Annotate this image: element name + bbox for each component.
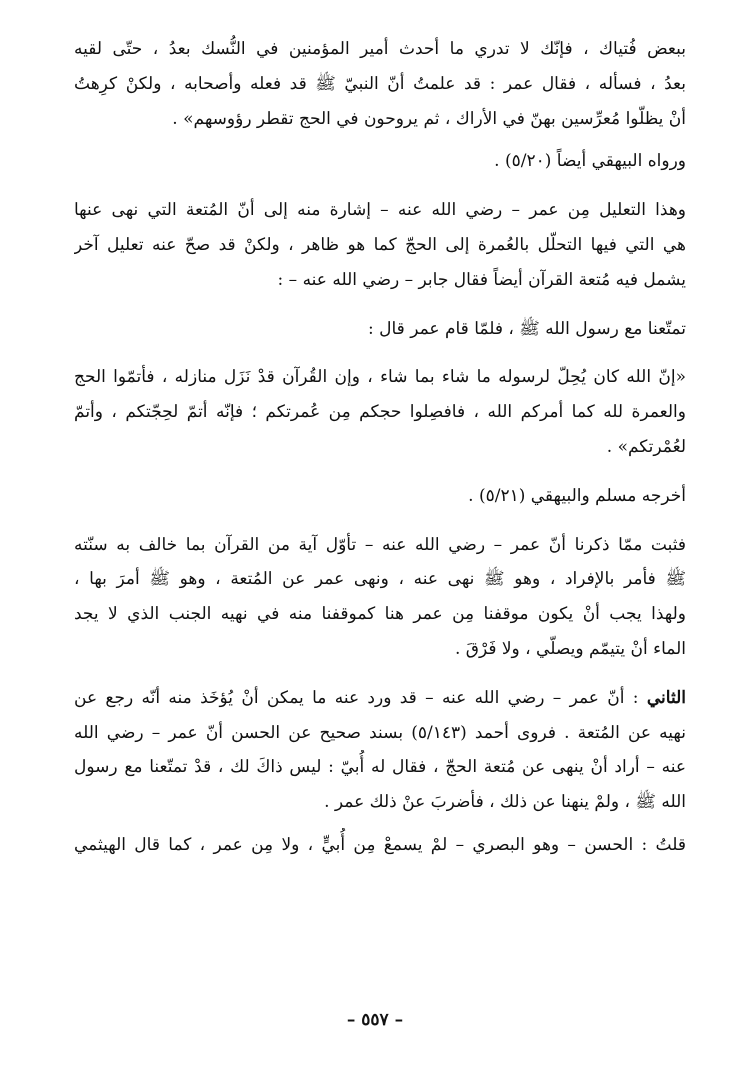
text-line: يشمل فيه مُتعة القرآن أيضاً فقال جابر – رضي الله عنه – : (277, 269, 686, 290)
text-line: الله ﷺ ، ولمْ ينهنا عن ذلك ، فأضربَ عنْ ذلك عمر . (324, 792, 686, 813)
paragraph (74, 479, 686, 514)
text-line: ببعض فُتياك ، فإنّك لا تدري ما أحدث أمير المؤمنين في النُّسك بعدُ ، حتّى لقيه (74, 39, 686, 59)
text-line: فثبت ممّا ذكرنا أنّ عمر – رضي الله عنه – تأوّل آية من القرآن بما خالف به سنّته (74, 534, 686, 555)
quote-paragraph (74, 360, 686, 464)
text-line: وهذا التعليل مِن عمر – رضي الله عنه – إشارة منه إلى أنّ المُتعة التي نهى عنها (74, 200, 686, 221)
text-line: عنه – أراد أنْ ينهى عن مُتعة الحجّ ، فقال له أُبيّ : ليس ذاكَ لك ، قدْ تمتّعنا مع رسول (74, 757, 686, 778)
text-line (74, 681, 686, 716)
text-line: الماء أنْ يتيمّم ويصلّي ، ولا فَرْقَ . (454, 638, 686, 659)
text-line: نهيه عن المُتعة . فروى أحمد (٥/١٤٣) بسند صحيح عن الحسن أنّ عمر – رضي الله (74, 722, 686, 743)
citation-line: أخرجه مسلم والبيهقي (٥/٢١) . (468, 485, 686, 506)
paragraph (74, 528, 686, 667)
text-line: لعُمْرتكم» . (606, 436, 686, 457)
text-line: والعمرة لله كما أمركم الله ، فافصِلوا حجكم مِن عُمرتكم ؛ فإنّه أتمّ لحِجّتكم ، وأتمّ (74, 402, 686, 423)
paragraph-lead: الثاني (646, 687, 686, 708)
text-line: «إنّ الله كان يُحِلّ لرسوله ما شاء بما شاء ، وإن القُرآن قدْ نَزَل منازله ، فأتمّوا الحج (74, 367, 686, 388)
page-number: – ٥٥٧ – (346, 1010, 404, 1030)
paragraph (74, 828, 686, 863)
text-line: بعدُ ، فسأله ، فقال عمر : قد علمتُ أنّ النبيّ ﷺ قد فعله وأصحابه ، ولكنْ كرِهتُ (74, 73, 686, 94)
text-line: هي التي فيها التحلّل بالعُمرة إلى الحجّ كما هو ظاهر ، ولكنْ قد صحّ عنه تعليل آخر (74, 234, 686, 255)
text-line: تمتّعنا مع رسول الله ﷺ ، فلمّا قام عمر قال : (368, 318, 686, 339)
text-line: أنْ يظلّوا مُعرِّسين بهنّ في الأراك ، ثم يروحون في الحج تقطر رؤوسهم» . (172, 108, 686, 129)
text-run: : أنّ عمر – رضي الله عنه – قد ورد عنه ما يمكن أنْ يُؤخَذ منه أنّه رجع عن (74, 687, 647, 708)
body-text (74, 32, 686, 863)
paragraph (74, 193, 686, 297)
text-line: قلتُ : الحسن – وهو البصري – لمْ يسمعْ مِن أُبيٍّ ، ولا مِن عمر ، كما قال الهيثمي (74, 834, 686, 855)
paragraph (74, 681, 686, 820)
paragraph (74, 144, 686, 179)
paragraph (74, 312, 686, 347)
citation-line: ورواه البيهقي أيضاً (٥/٢٠) . (494, 151, 686, 172)
paragraph (74, 32, 686, 136)
text-line: ﷺ فأمر بالإفراد ، وهو ﷺ نهى عنه ، ونهى عمر عن المُتعة ، وهو ﷺ أمرَ بها ، (74, 569, 686, 590)
text-line: ولهذا يجب أنْ يكون موقفنا مِن عمر هنا كموقفنا منه في نهيه الجنب الذي لا يجد (74, 604, 686, 625)
